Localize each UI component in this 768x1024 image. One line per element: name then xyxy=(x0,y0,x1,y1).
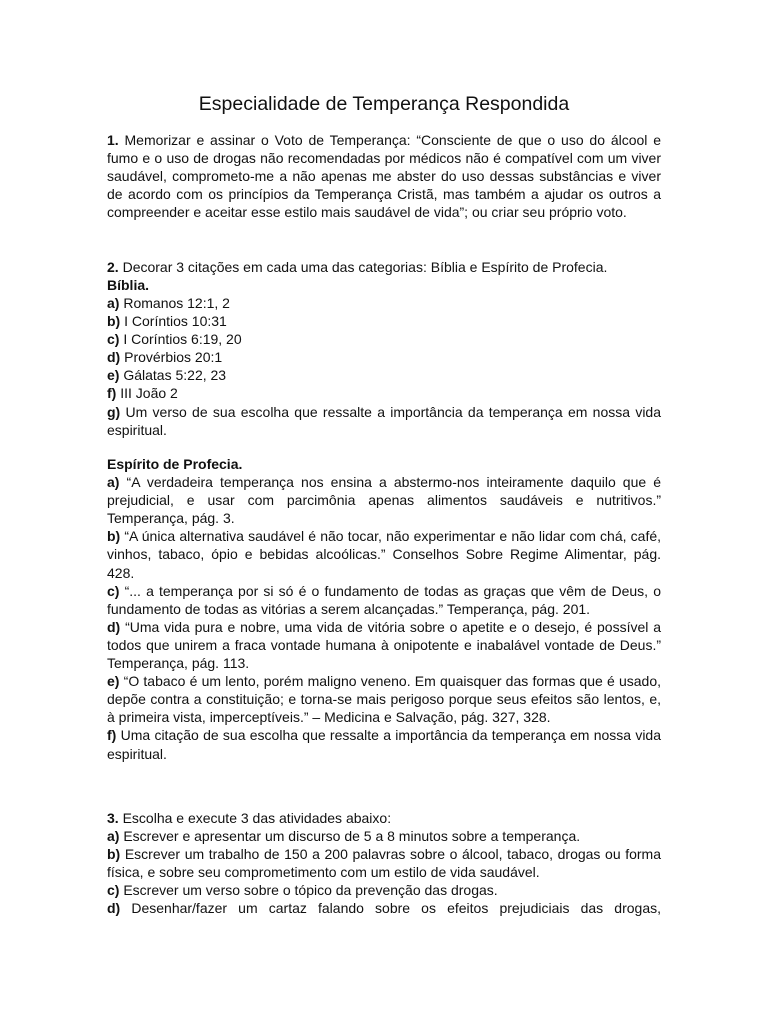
list-item xyxy=(107,827,661,845)
item-text: Romanos 12:1, 2 xyxy=(123,295,230,311)
item-text: Um verso de sua escolha que ressalte a importância da temperança em nossa vida espiritual. xyxy=(107,403,661,438)
item-text: Gálatas 5:22, 23 xyxy=(123,367,227,384)
item-letter: d) xyxy=(107,618,121,635)
list-item xyxy=(107,726,661,762)
item-text: Escrever e apresentar um discurso de 5 a 8 minutos sobre a temperança. xyxy=(123,828,581,845)
item-letter: d) xyxy=(107,900,121,917)
profecia-heading: Espírito de Profecia. xyxy=(107,456,243,472)
item-letter: c) xyxy=(107,882,120,899)
list-item xyxy=(107,881,661,899)
item-2 xyxy=(107,258,661,294)
item-text: “A verdadeira temperança nos ensina a abstermo-nos inteiramente daquilo que é prejudicial, e usar com parcimônia apenas alimentos saudáveis e nutritivos.” Temperança, pág. 3. xyxy=(107,474,662,527)
item-text: III João 2 xyxy=(120,385,178,402)
item-number: 1. xyxy=(107,132,119,148)
item-text: I Coríntios 10:31 xyxy=(124,313,227,330)
item-1 xyxy=(107,131,661,221)
item-text: Provérbios 20:1 xyxy=(124,349,223,366)
item-letter: g) xyxy=(107,403,121,420)
item-letter: a) xyxy=(107,474,120,491)
item-letter: e) xyxy=(107,367,120,384)
list-item xyxy=(107,366,661,384)
item-letter: c) xyxy=(107,331,120,348)
list-item xyxy=(107,330,661,348)
item-text: Memorizar e assinar o Voto de Temperança: “Consciente de que o uso do álcool e fumo e o uso de drogas não recomendadas por médicos não é compatível com um viver saudável, comprometo-me a não apenas me abster do uso dessas substâncias e viver de acordo com os princípios da Temperança Cristã, mas também a ajudar os outros a compreender e aceitar esse estilo mais saudável de vida”; ou criar seu próprio voto. xyxy=(107,132,662,221)
item-text: “A única alternativa saudável é não tocar, não experimentar e não lidar com chá, café, vinhos, tabaco, ópio e bebidas alcoólicas.” Conselhos Sobre Regime Alimentar, pág. 428. xyxy=(107,528,662,581)
item-letter: b) xyxy=(107,846,121,863)
list-item xyxy=(107,582,661,618)
item-letter: b) xyxy=(107,313,121,330)
item-text: I Coríntios 6:19, 20 xyxy=(123,331,242,348)
item-text: Desenhar/fazer um cartaz falando sobre os efeitos prejudiciais das drogas, xyxy=(131,900,661,917)
item-text: Decorar 3 citações em cada uma das categorias: Bíblia e Espírito de Profecia. xyxy=(122,259,608,275)
page-title: Especialidade de Temperança Respondida xyxy=(198,93,570,115)
item-letter: d) xyxy=(107,349,121,366)
item-text: Uma citação de sua escolha que ressalte a importância da temperança em nossa vida espiritual. xyxy=(107,727,662,762)
item-letter: b) xyxy=(107,528,121,545)
item-text: “O tabaco é um lento, porém maligno veneno. Em quaisquer das formas que é usado, depõe contra a constituição; e torna-se mais perigoso porque seus efeitos são lentos, e, à primeira vista, imperceptíveis.” – Medicina e Salvação, pág. 327, 328. xyxy=(107,673,661,726)
item-text: “... a temperança por si só é o fundamento de todas as graças que vêm de Deus, o fundamento de todas as vitórias a serem alcançadas.” Temperança, pág. 201. xyxy=(107,582,661,617)
item-text: “Uma vida pura e nobre, uma vida de vitória sobre o apetite e o desejo, é possível a todos que unirem a fraca vontade humana à onipotente e inabalável vontade de Deus.” Temperança, pág. 113. xyxy=(107,618,662,672)
list-item xyxy=(107,312,661,330)
list-item xyxy=(107,618,661,672)
item-letter: e) xyxy=(107,673,120,690)
list-item xyxy=(107,527,661,581)
list-item xyxy=(107,899,661,917)
item-letter: c) xyxy=(107,582,120,599)
item-letter: a) xyxy=(107,295,120,311)
item-text: Escrever um verso sobre o tópico da prevenção das drogas. xyxy=(123,882,498,899)
biblia-heading: Bíblia. xyxy=(107,277,150,294)
item-number: 3. xyxy=(107,810,119,826)
list-item xyxy=(107,473,661,527)
item-3 xyxy=(107,809,661,918)
list-item xyxy=(107,845,661,881)
item-letter: f) xyxy=(107,385,117,402)
item-text: Escolha e execute 3 das atividades abaixo: xyxy=(122,810,392,826)
list-item xyxy=(107,403,661,439)
item-letter: a) xyxy=(107,828,120,845)
list-item xyxy=(107,294,661,312)
list-item xyxy=(107,672,661,726)
item-number: 2. xyxy=(107,259,119,275)
item-2-intro xyxy=(107,258,661,276)
item-3-intro xyxy=(107,809,661,827)
list-item xyxy=(107,348,661,366)
list-item xyxy=(107,384,661,402)
item-text: Escrever um trabalho de 150 a 200 palavras sobre o álcool, tabaco, drogas ou forma física, e sobre seu comprometimento com um estilo de vida saudável. xyxy=(107,846,662,881)
item-letter: f) xyxy=(107,727,117,744)
biblia-list xyxy=(107,294,661,439)
profecia-list xyxy=(107,455,661,763)
